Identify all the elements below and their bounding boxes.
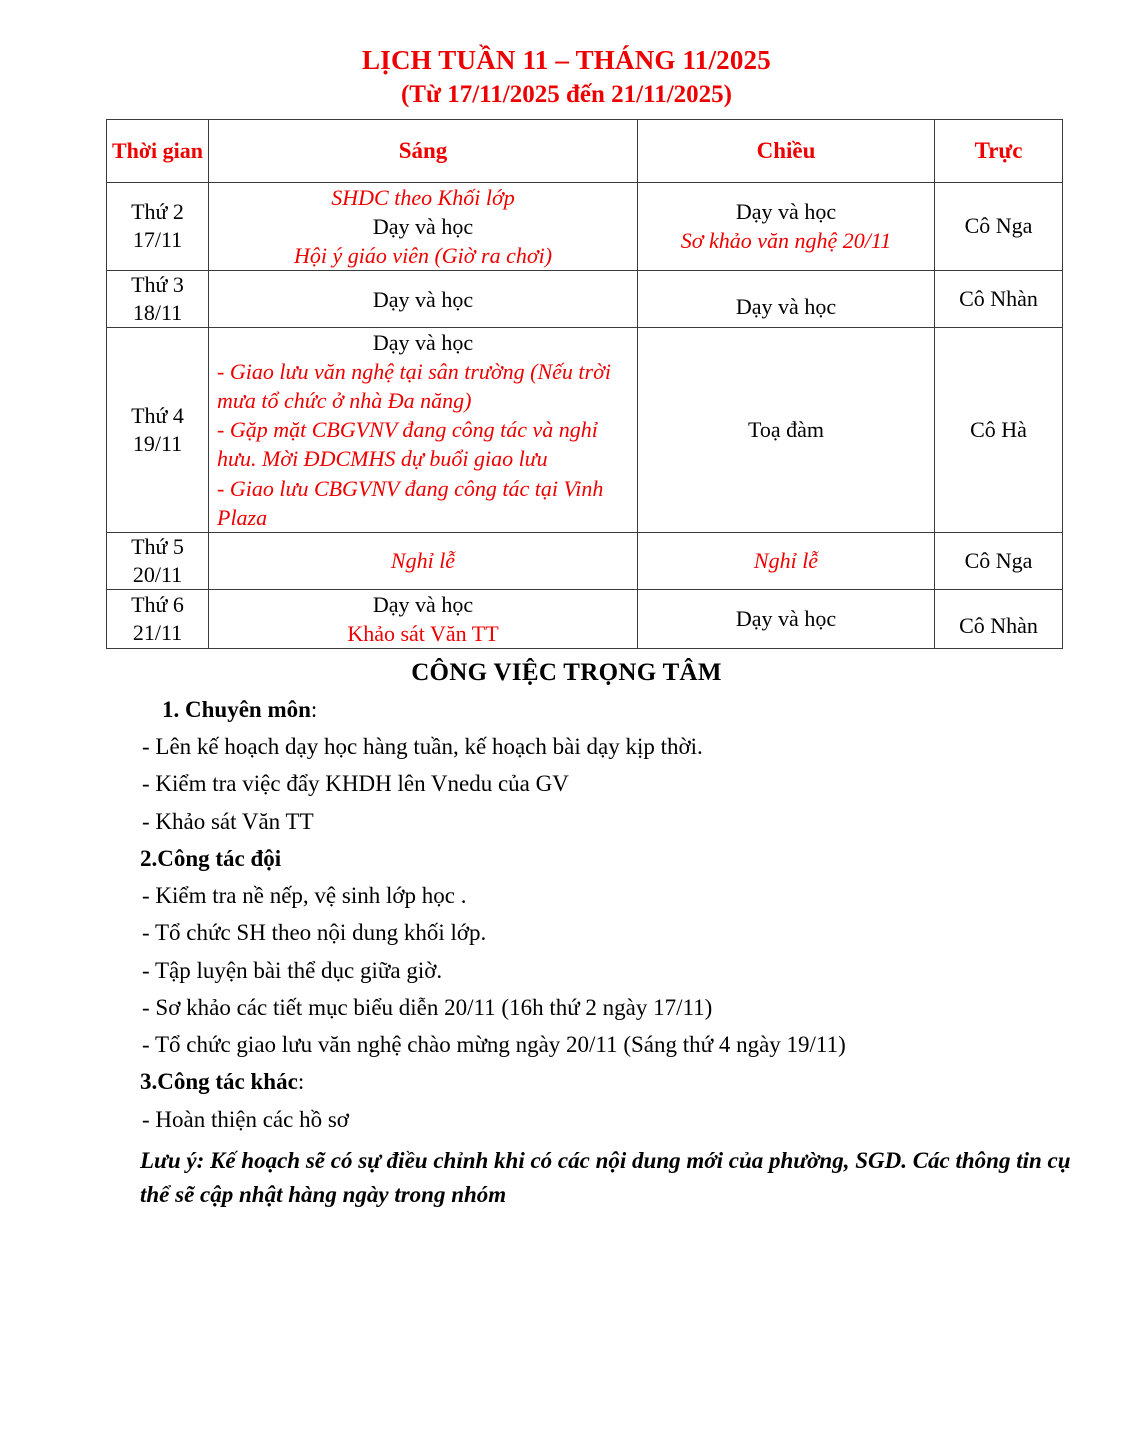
page-title: LỊCH TUẦN 11 – THÁNG 11/2025 <box>362 45 771 75</box>
list-item: - Tổ chức giao lưu văn nghệ chào mừng ngày 20/11 (Sáng thứ 4 ngày 19/11) <box>142 1032 846 1058</box>
morning-line: Khảo sát Văn TT <box>347 620 499 646</box>
section-1-heading <box>140 691 1073 728</box>
footer-note: Lưu ý: Kế hoạch sẽ có sự điều chỉnh khi có các nội dung mới của phường, SGD. Các thông tin cụ thể sẽ cập nhật hàng ngày trong nhóm <box>140 1147 1071 1208</box>
column-header-duty: Trực <box>935 119 1063 182</box>
afternoon-line: Sơ khảo văn nghệ 20/11 <box>680 228 892 254</box>
cell-afternoon <box>638 328 935 532</box>
cell-morning <box>209 271 638 328</box>
table-row <box>107 532 1063 589</box>
section-3-heading <box>140 1063 1073 1100</box>
afternoon-line: Nghỉ lễ <box>753 548 819 574</box>
cell-morning <box>209 182 638 270</box>
list-item: - Lên kế hoạch dạy học hàng tuần, kế hoạch bài dạy kịp thời. <box>142 734 703 760</box>
list-item: - Sơ khảo các tiết mục biểu diễn 20/11 (16h thứ 2 ngày 17/11) <box>142 994 713 1020</box>
list-item: - Tổ chức SH theo nội dung khối lớp. <box>142 920 487 946</box>
morning-line: - Gặp mặt CBGVNV đang công tác và nghỉ hưu. Mời ĐDCMHS dự buổi giao lưu <box>217 417 598 472</box>
afternoon-line: Dạy và học <box>735 293 837 319</box>
list-item: - Tập luyện bài thể dục giữa giờ. <box>142 957 443 983</box>
section-1-heading-text: 1. Chuyên môn <box>162 696 311 722</box>
day-date: 21/11 <box>132 619 183 645</box>
morning-line: Hội ý giáo viên (Giờ ra chơi) <box>293 243 553 268</box>
table-row <box>107 182 1063 270</box>
table-row <box>107 328 1063 532</box>
day-date: 20/11 <box>132 561 183 587</box>
cell-duty: Cô Nga <box>935 532 1063 589</box>
cell-duty: Cô Nga <box>935 182 1063 270</box>
day-date: 18/11 <box>132 300 183 326</box>
cell-day <box>107 328 209 532</box>
table-row <box>107 589 1063 648</box>
cell-duty <box>935 589 1063 648</box>
day-name: Thứ 3 <box>131 272 184 298</box>
morning-line: Nghỉ lễ <box>390 548 456 574</box>
afternoon-line: Toạ đàm <box>747 417 825 443</box>
table-row <box>107 271 1063 328</box>
cell-duty: Cô Hà <box>935 328 1063 532</box>
morning-line: - Giao lưu văn nghệ tại sân trường (Nếu trời mưa tổ chức ở nhà Đa năng) <box>217 359 611 414</box>
morning-line: Dạy và học <box>372 330 474 356</box>
column-header-morning: Sáng <box>209 119 638 182</box>
day-name: Thứ 2 <box>131 199 184 225</box>
list-item: - Hoàn thiện các hồ sơ <box>142 1106 349 1132</box>
cell-day <box>107 589 209 648</box>
cell-duty: Cô Nhàn <box>935 271 1063 328</box>
morning-line: Dạy và học <box>372 286 474 312</box>
table-header-row <box>107 119 1063 182</box>
day-date: 19/11 <box>132 430 183 456</box>
list-item: - Khảo sát Văn TT <box>142 808 314 834</box>
cell-afternoon <box>638 271 935 328</box>
afternoon-line: Dạy và học <box>735 606 837 632</box>
afternoon-line: Dạy và học <box>735 199 837 225</box>
table-header <box>107 119 1063 182</box>
section-3-heading-punct: : <box>297 1069 305 1095</box>
list-item: - Kiểm tra nề nếp, vệ sinh lớp học . <box>142 883 467 909</box>
cell-morning <box>209 589 638 648</box>
duty-label: Cô Nhàn <box>959 612 1038 638</box>
cell-afternoon <box>638 532 935 589</box>
day-name: Thứ 5 <box>131 533 184 559</box>
column-header-time: Thời gian <box>107 119 209 182</box>
cell-day <box>107 271 209 328</box>
cell-afternoon <box>638 182 935 270</box>
morning-line: Dạy và học <box>372 213 474 239</box>
cell-morning <box>209 328 638 532</box>
cell-day <box>107 182 209 270</box>
day-name: Thứ 4 <box>131 402 184 428</box>
page-subtitle: (Từ 17/11/2025 đến 21/11/2025) <box>400 80 732 108</box>
focus-section-body <box>0 691 1133 1213</box>
section-1-heading-punct: : <box>310 696 318 722</box>
focus-section-title: CÔNG VIỆC TRỌNG TÂM <box>411 658 722 686</box>
day-date: 17/11 <box>132 227 183 253</box>
section-3-heading-text: 3.Công tác khác <box>140 1069 298 1095</box>
section-2-heading-text: 2.Công tác đội <box>140 845 282 871</box>
morning-line: SHDC theo Khối lớp <box>331 184 515 210</box>
cell-day <box>107 532 209 589</box>
list-item: - Kiểm tra việc đẩy KHDH lên Vnedu của GV <box>142 771 569 797</box>
column-header-afternoon: Chiều <box>638 119 935 182</box>
morning-line: - Giao lưu CBGVNV đang công tác tại Vinh Plaza <box>217 475 604 530</box>
table-body <box>107 182 1063 648</box>
section-2-heading <box>140 840 1073 877</box>
cell-morning <box>209 532 638 589</box>
day-name: Thứ 6 <box>131 591 184 617</box>
weekly-schedule-table <box>106 119 1063 649</box>
morning-line: Dạy và học <box>372 591 474 617</box>
cell-afternoon <box>638 589 935 648</box>
